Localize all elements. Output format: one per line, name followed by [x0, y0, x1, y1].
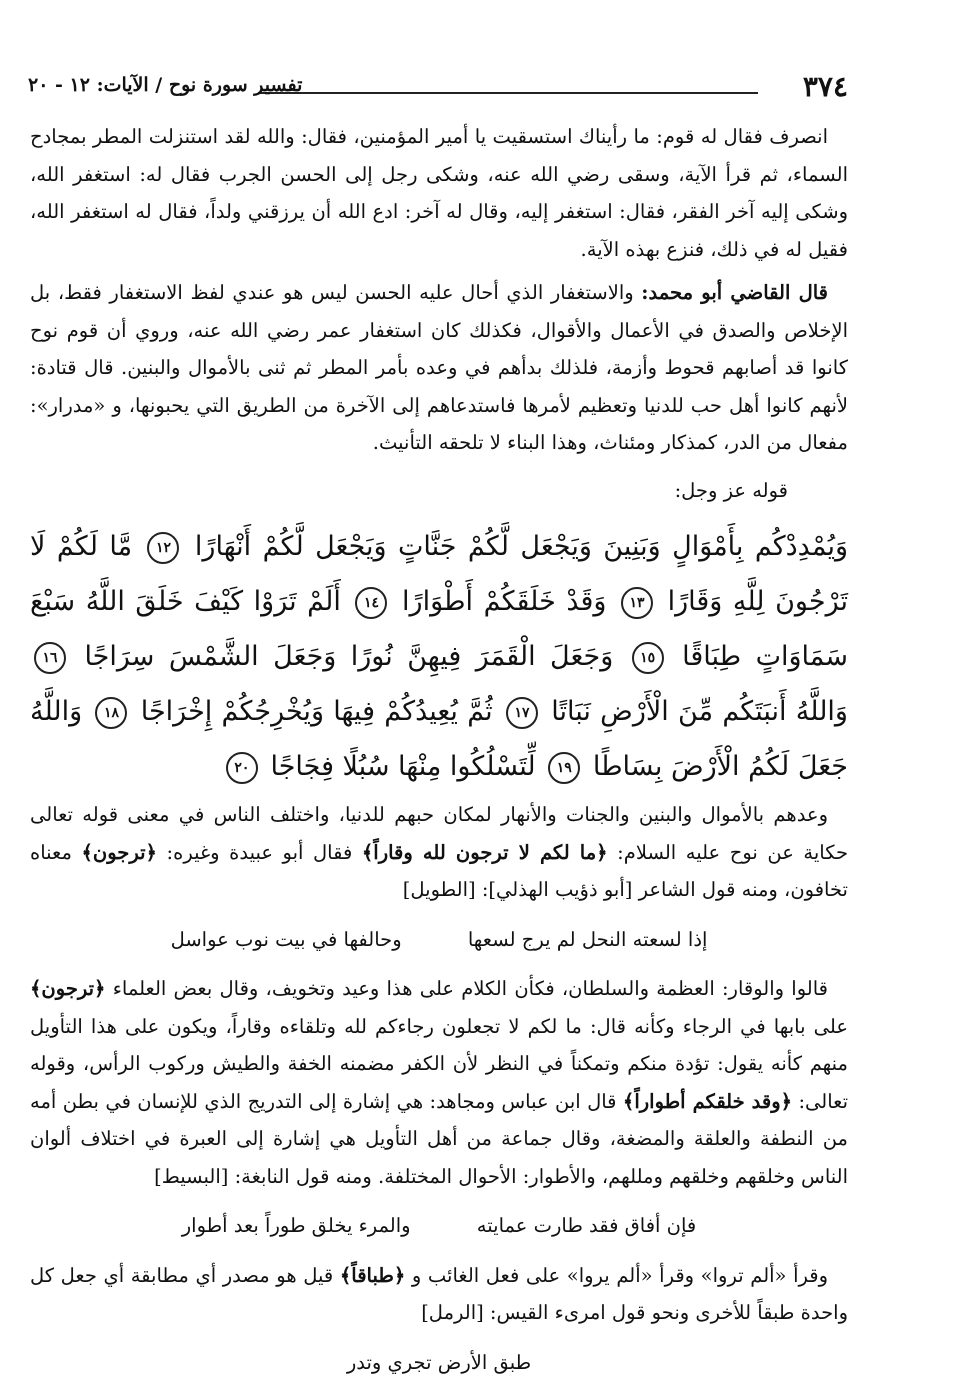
ayah-marker-20: ٢٠ — [226, 752, 258, 784]
paragraph-5-quote: ﴿طباقاً﴾ — [339, 1263, 406, 1287]
ayah-18: ثُمَّ يُعِيدُكُمْ فِيهَا وَيُخْرِجُكُمْ إِخْرَاجًا — [140, 696, 493, 727]
paragraph-5-text-b: قيل هو مصدر أي مطابقة أي جعل كل واحدة طبقاً للأخرى ونحو قول امرىء القيس: [الرمل] — [30, 1263, 848, 1324]
qawluhu-label: قوله عز وجل: — [674, 478, 788, 502]
quran-block — [30, 519, 848, 794]
poetry-verse-3 — [30, 1344, 848, 1382]
page-number: ٣٧٤ — [802, 70, 848, 103]
paragraph-4-text-b: على بابها في الرجاء وكأنه قال: ما لكم لا تجعلون رجاءكم لله وتلقاءه وقاراً، ويكون على هذا التأويل منهم كأنه يقول: تؤدة منكم وتمكناً في النظر لأن الكفر مضمنه الخفة والطيش وركوب الرأس، وقوله تعالى: — [30, 1014, 848, 1113]
paragraph-3-text-b: فقال أبو عبيدة وغيره: — [166, 840, 353, 864]
ayah-marker-19: ١٩ — [548, 752, 580, 784]
running-title: تفسير سورة نوح / الآيات: ١٢ - ٢٠ — [28, 74, 303, 96]
ayah-19: وَاللَّهُ جَعَلَ لَكُمُ الْأَرْضَ بِسَاطًا — [30, 696, 848, 782]
ayah-20: لِّتَسْلُكُوا مِنْهَا سُبُلًا فِجَاجًا — [270, 751, 536, 782]
paragraph-5-text-a: وقرأ «ألم تروا» وقرأ «ألم يروا» على فعل الغائب و — [411, 1263, 828, 1287]
paragraph-3-text-a: وعدهم بالأموال والبنين والجنات والأنهار لمكان حبهم للدنيا، واختلف الناس في معنى قوله تعالى حكاية عن نوح عليه السلام: — [30, 803, 849, 864]
ayah-16: وَجَعَلَ الْقَمَرَ فِيهِنَّ نُورًا وَجَعَلَ الشَّمْسَ سِرَاجًا — [84, 641, 614, 672]
ayah-marker-16: ١٦ — [34, 642, 66, 674]
paragraph-2-lead: قال القاضي أبو محمد: — [641, 281, 829, 304]
verse-2-second-hemistich: والمرء يخلق طوراً بعد أطوار — [181, 1214, 411, 1237]
page-header — [28, 68, 848, 108]
paragraph-2 — [30, 274, 848, 462]
paragraph-3-quote: ﴿ما لكم لا ترجون لله وقاراً﴾ — [361, 840, 608, 864]
paragraph-4-quote-2: ﴿وقد خلقكم أطواراً﴾ — [622, 1089, 793, 1113]
paragraph-1: انصرف فقال له قوم: ما رأيناك استسقيت يا أمير المؤمنين، فقال: والله لقد استنزلت المطر بمجادح السماء، ثم قرأ الآية، وسقى رضي الله عنه، وشكى رجل إلى الحسن الجرب فقال له: استغفر الله، وشكى إليه آخر الفقر، فقال: استغفر إليه، وقال له آخر: ادع الله أن يرزقني ولداً، فقال له استغفر الله، فقيل له في ذلك، فنزع بهذه الآية. — [30, 125, 848, 261]
ayah-12: وَيُمْدِدْكُم بِأَمْوَالٍ وَبَنِينَ وَيَجْعَل لَّكُمْ جَنَّاتٍ وَيَجْعَل لَّكُمْ أَنْهَارًا — [194, 531, 848, 562]
header-rule — [258, 92, 758, 94]
verse-2-first-hemistich: فإن أفاق فقد طارت عمايته — [476, 1214, 697, 1237]
paragraph-4-quote: ﴿ترجون﴾ — [30, 977, 106, 1000]
verse-1-second-hemistich: وحالفها في بيت نوب عواسل — [170, 927, 402, 951]
paragraph-5 — [30, 1257, 848, 1332]
paragraph-4-text-c: قال ابن عباس ومجاهد: هي إشارة إلى التدريج الذي للإنسان في بطن أمه من النطفة والعلقة والمضغة، وقال جماعة من أهل التأويل هي إشارة إلى العبرة في اختلاف ألوان الناس وخلقهم وخلقهم ومللهم، والأطوار: الأحوال المختلفة. ومنه قول النابغة: [البسيط] — [30, 1089, 848, 1188]
ayah-marker-17: ١٧ — [506, 697, 538, 729]
ayah-marker-13: ١٣ — [621, 587, 653, 619]
paragraph-4 — [30, 970, 848, 1195]
ayah-14: وَقَدْ خَلَقَكُمْ أَطْوَارًا — [402, 586, 607, 617]
paragraph-4-text-a: قالوا والوقار: العظمة والسلطان، فكأن الكلام على هذا وعيد وتخويف، وقال بعض العلماء — [112, 977, 828, 1000]
ayah-17: وَاللَّهُ أَنبَتَكُم مِّنَ الْأَرْضِ نَبَاتًا — [551, 696, 848, 727]
ayah-15: أَلَمْ تَرَوْا كَيْفَ خَلَقَ اللَّهُ سَبْعَ سَمَاوَاتٍ طِبَاقًا — [30, 586, 848, 672]
paragraph-2-text: والاستغفار الذي أحال عليه الحسن ليس هو عندي لفظ الاستغفار فقط، بل الإخلاص والصدق في الأعمال والأقوال، فكذلك كان استغفار عمر رضي الله عنه، وروي أن قوم نوح كانوا قد أصابهم قحوط وأزمة، فلذلك بدأهم في وعده بأمر المطر ثم ثنى بالأموال والبنين. قال قتادة: لأنهم كانوا أهل حب للدنيا وتعظيم لأمرها فاستدعاهم إلى الآخرة من الطريق التي يحبونها، و «مدرار»: مفعال من الدر، كمذكار ومئناث، وهذا البناء لا تلحقه التأنيث. — [30, 281, 848, 454]
paragraph-3 — [30, 796, 848, 909]
ayah-marker-15: ١٥ — [632, 642, 664, 674]
ayah-13: مَّا لَكُمْ لَا تَرْجُونَ لِلَّهِ وَقَارًا — [30, 531, 848, 617]
ayah-marker-14: ١٤ — [355, 587, 387, 619]
body-text — [30, 118, 848, 1393]
ayah-marker-12: ١٢ — [147, 532, 179, 564]
poetry-verse-1 — [30, 921, 848, 959]
poetry-verse-2 — [30, 1207, 848, 1245]
paragraph-3-quote-2: ﴿ترجون﴾ — [81, 840, 157, 864]
paragraph-3-text-c: معناه تخافون، ومنه قول الشاعر [أبو ذؤيب الهذلي]: [الطويل] — [30, 840, 848, 901]
ayah-marker-18: ١٨ — [95, 697, 127, 729]
verse-3-hemistich: طبق الأرض تجري وتدر — [346, 1350, 532, 1374]
verse-1-first-hemistich: إذا لسعته النحل لم يرج لسعها — [467, 927, 708, 951]
